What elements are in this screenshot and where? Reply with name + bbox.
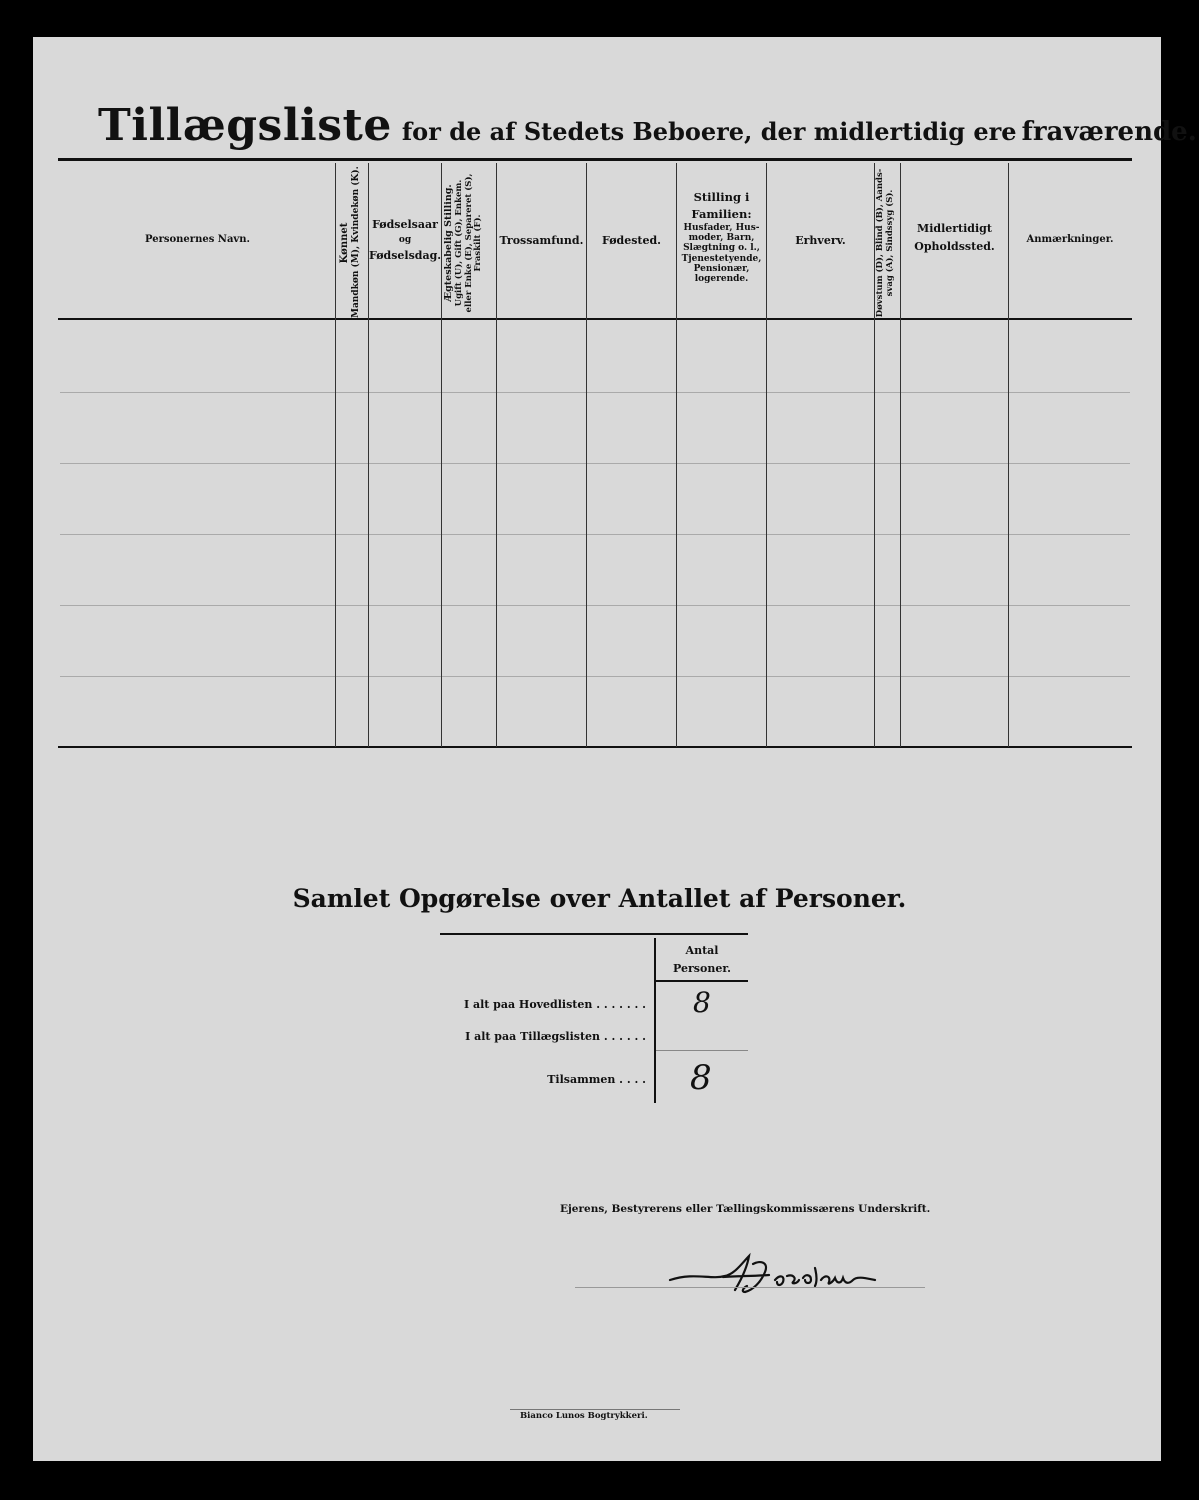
header-family-2: Familien: [691,206,752,221]
header-family-6: Tjenestetyende, [681,253,762,264]
header-family-3: Husfader, Hus- [683,222,760,233]
table-header-rule [58,318,1132,320]
summary-row-label: Tilsammen . . . . [547,1073,646,1086]
header-family-8: logerende. [694,274,749,285]
summary-value-handwritten: 8 [690,1058,712,1098]
summary-row-label: I alt paa Tillægslisten . . . . . . [465,1030,646,1043]
summary-top-rule [440,933,748,935]
title-rest: for de af Stedets Beboere, der midlertidig ere [401,117,1017,146]
header-disability-1: Døvstum (D), Blind (B), Aands- [875,168,885,318]
column-divider [496,163,497,747]
header-marital-1: Ægteskabelig Stilling. [443,184,454,302]
header-remarks: Anmærkninger. [1026,234,1114,245]
header-birth-3: Fødselsdag. [369,249,442,262]
header-marital [444,168,484,318]
column-divider [335,163,336,747]
table-row-line [60,676,1130,677]
table-row-line [60,463,1130,464]
table-row-line [60,605,1130,606]
summary-col-1: Antal [685,944,719,957]
form-title [98,100,1197,151]
header-family-7: Pensionær, [693,264,750,275]
header-marital-3: eller Enke (E), Separeret (S), [463,173,474,313]
header-birth [369,218,441,263]
header-faith: Trossamfund. [499,234,584,247]
summary-value-handwritten: 8 [693,986,711,1019]
header-temp-2: Opholdssted. [914,239,995,253]
header-birthplace: Fødested. [601,234,662,247]
header-birth-2: og [398,234,412,245]
signature-icon [665,1250,915,1300]
summary-total-rule [656,1050,748,1051]
header-birth-1: Fødselsaar [372,218,438,231]
header-family-1: Stilling i [693,190,750,204]
table-row-line [60,534,1130,535]
signature-line [575,1287,925,1288]
printer-imprint: Bianco Lunos Bogtrykkeri. [520,1411,648,1421]
summary-divider [654,938,656,1103]
column-divider [766,163,767,747]
header-sex-b: Mandkøn (M), Kvindekøn (K). [350,166,361,318]
column-divider [586,163,587,747]
title-emphasis: fraværende. [1021,117,1197,147]
column-divider [1008,163,1009,747]
header-temp-1: Midlertidigt [917,222,992,235]
header-disability-2: svag (A), Sindssyg (S). [884,189,895,297]
signature-caption: Ejerens, Bestyrerens eller Tællingskommissærens Underskrift. [560,1203,931,1215]
summary-header-rule [656,980,748,982]
summary-col-2: Personer. [673,961,731,975]
header-marital-4: Fraskilt (F). [473,214,484,272]
table-top-rule [58,158,1132,161]
header-sex-a: Kønnet [339,222,350,264]
title-main: Tillægsliste [98,100,392,151]
signature-handwritten [665,1250,915,1300]
header-sex [339,168,361,318]
header-occupation: Erhverv. [795,234,846,247]
header-name: Personernes Navn. [144,234,250,245]
header-family-5: Slægtning o. l., [683,243,760,254]
table-bottom-rule [58,746,1132,748]
header-temporary-residence [901,222,1008,254]
column-divider [441,163,442,747]
header-marital-2: Ugift (U), Gift (G), Enkem. [453,179,464,307]
table-row-line [60,392,1130,393]
summary-col-header [657,944,747,976]
header-disability [876,168,896,318]
summary-title: Samlet Opgørelse over Antallet af Personer. [292,884,907,913]
header-family-4: moder, Barn, [688,233,755,244]
summary-row-label: I alt paa Hovedlisten . . . . . . . [463,998,646,1011]
header-family [677,190,766,285]
printer-rule [510,1409,680,1410]
